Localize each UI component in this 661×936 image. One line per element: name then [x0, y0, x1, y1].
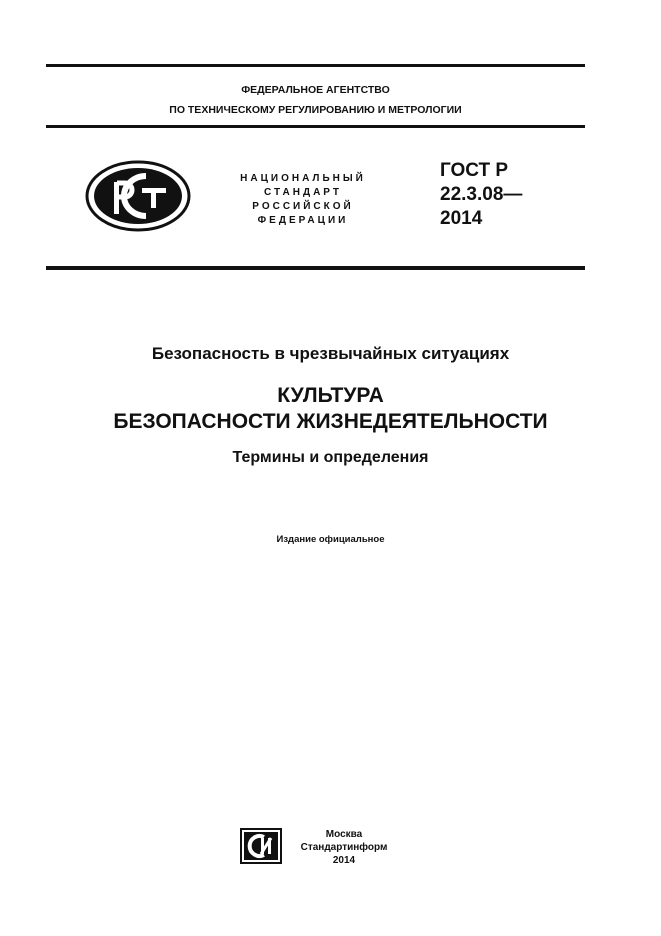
- designation-line-1: ГОСТ Р: [440, 160, 509, 181]
- main-title-line-2: БЕЗОПАСНОСТИ ЖИЗНЕДЕЯТЕЛЬНОСТИ: [113, 410, 548, 433]
- document-subtitle: Термины и определения: [232, 449, 429, 466]
- edition-label: Издание официальное: [276, 534, 385, 545]
- national-standard-line-3: РОССИЙСКОЙ: [252, 201, 354, 212]
- publisher-name: Стандартинформ: [300, 842, 388, 853]
- agency-line-2: ПО ТЕХНИЧЕСКОМУ РЕГУЛИРОВАНИЮ И МЕТРОЛОГИИ: [169, 104, 462, 116]
- designation-line-2: 22.3.08—: [440, 184, 523, 205]
- designation-line-3: 2014: [440, 208, 483, 229]
- standard-designation: [440, 159, 522, 231]
- main-title-line-1: КУЛЬТУРА: [277, 384, 384, 407]
- top-rule: [46, 64, 585, 67]
- standartinform-logo-icon: [240, 828, 282, 864]
- publisher-info: [296, 828, 392, 867]
- national-standard-label: [238, 172, 368, 228]
- national-standard-line-4: ФЕДЕРАЦИИ: [257, 215, 349, 226]
- document-main-title: [0, 383, 661, 435]
- national-standard-line-2: СТАНДАРТ: [264, 187, 342, 198]
- publisher-year: 2014: [332, 855, 356, 866]
- rst-emblem-icon: [84, 160, 192, 232]
- agency-name: [46, 80, 585, 120]
- national-standard-line-1: НАЦИОНАЛЬНЫЙ: [240, 173, 366, 184]
- agency-line-1: ФЕДЕРАЛЬНОЕ АГЕНТСТВО: [241, 84, 390, 96]
- header-divider-rule: [46, 125, 585, 128]
- header-bottom-rule: [46, 266, 585, 270]
- document-subject: Безопасность в чрезвычайных ситуациях: [151, 344, 510, 363]
- publisher-city: Москва: [325, 829, 363, 840]
